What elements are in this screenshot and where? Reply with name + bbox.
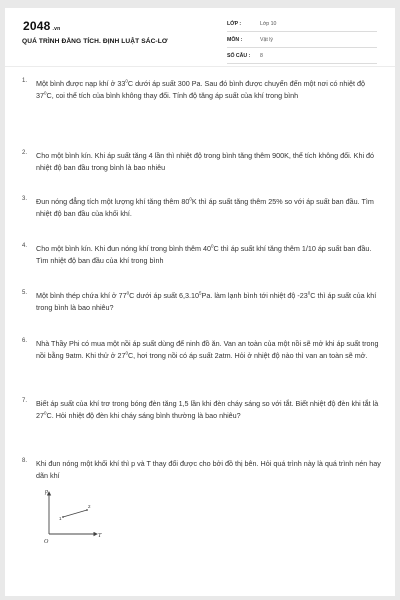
question-number: 5. [22, 290, 28, 296]
superscript: 0 [189, 196, 192, 202]
question-number: 8. [22, 458, 28, 464]
question-number: 1. [22, 78, 28, 84]
meta-count-row [227, 51, 377, 64]
meta-count-value: 8 [260, 53, 263, 59]
question-number: 3. [22, 196, 28, 202]
question-number: 2. [22, 150, 28, 156]
superscript: 0 [44, 90, 47, 96]
question-number: 7. [22, 398, 28, 404]
x-axis-label: T [98, 533, 102, 539]
superscript: 0 [126, 290, 130, 296]
point-2-label: 2 [88, 504, 91, 509]
y-axis-label: p [45, 489, 48, 495]
worksheet-title: QUÁ TRÌNH ĐẲNG TÍCH. ĐỊNH LUẬT SÁC-LƠ [22, 38, 168, 45]
meta-class-row [227, 19, 377, 32]
superscript: 0 [125, 350, 128, 356]
point-1-label: 1 [59, 516, 62, 521]
superscript: 5 [199, 290, 202, 296]
worksheet-page [5, 8, 395, 596]
meta-subject-key: MÔN : [227, 37, 243, 43]
question-text: Một bình thép chứa khí ở $77^0C$ dưới áp suất 6,3.10$^5$Pa. làm lạnh bình tới nhiệt độ $-23^0C$ thì áp suất của khí trong bình là bao nhiêu? [36, 290, 377, 313]
site-logo[interactable]: 2048 .vn [23, 19, 61, 33]
meta-subject-row [227, 35, 377, 48]
origin-label: O [44, 539, 49, 545]
point-1-marker [62, 516, 64, 518]
point-2-marker [86, 509, 88, 511]
meta-subject-value: Vật lý [260, 37, 273, 43]
superscript: 0 [211, 243, 214, 249]
superscript: 0 [125, 78, 128, 84]
question-text: Nhà Thầy Phi có mua một nồi áp suất dùng để ninh đồ ăn. Van an toàn của một nồi sẽ mở khi áp suất trong nồi bằng 9atm. Khi thử ở $27^0C$, hơi trong nồi có áp suất 2atm. Hỏi ở nhiệt độ nào thì van an toàn sẽ mở. [36, 339, 379, 361]
question-text: Cho một bình kín. Khi áp suất tăng 4 lần thì nhiệt độ trong bình tăng thêm 900K, thể tích không đổi. Khi đó nhiệt độ ban đầu trong bình là bao nhiêu [36, 151, 375, 173]
header-divider [5, 66, 395, 67]
question-text: Một bình được nạp khí ở $33^0C$ dưới áp suất 300 Pa. Sau đó bình được chuyển đến một nơi có nhiệt độ $37^0C$, coi thể tích của bình không thay đổi. Tính độ tăng áp suất của khí trong bình [36, 78, 366, 101]
process-line [63, 510, 87, 517]
meta-class-value: Lớp 10 [260, 21, 277, 27]
worksheet-header [5, 8, 395, 70]
question-text: Biết áp suất của khí trơ trong bóng đèn tăng 1,5 lần khi đèn cháy sáng so với tắt. Biết nhiệt độ đèn khi tắt là $27^0C$. Hỏi nhiệt độ đèn khi cháy sáng bình thường là bao nhiêu? [36, 399, 379, 421]
meta-class-key: LỚP : [227, 21, 242, 27]
question-text: Khi đun nóng một khối khí thì p và T thay đổi được cho bởi đồ thị bên. Hỏi quá trình này là quá trình nén hay dãn khí [36, 459, 381, 481]
question-text: Đun nóng đẳng tích một lượng khí tăng thêm $80^0K$ thì áp suất tăng thêm 25% so với áp suất ban đầu. Tìm nhiệt độ ban đầu của khối khí. [36, 196, 374, 219]
question-number: 4. [22, 243, 28, 249]
question-text: Cho một bình kín. Khi đun nóng khí trong bình thêm $40^0C$ thì áp suất khí tăng thêm 1/10 áp suất ban đầu. Tìm nhiệt độ ban đầu của khí trong bình [36, 243, 372, 266]
superscript: 0 [44, 410, 47, 416]
worksheet-meta [227, 19, 377, 67]
question-number: 6. [22, 338, 28, 344]
p-t-graph [35, 486, 115, 546]
meta-count-key: SỐ CÂU : [227, 53, 251, 59]
superscript: 0 [307, 290, 311, 296]
